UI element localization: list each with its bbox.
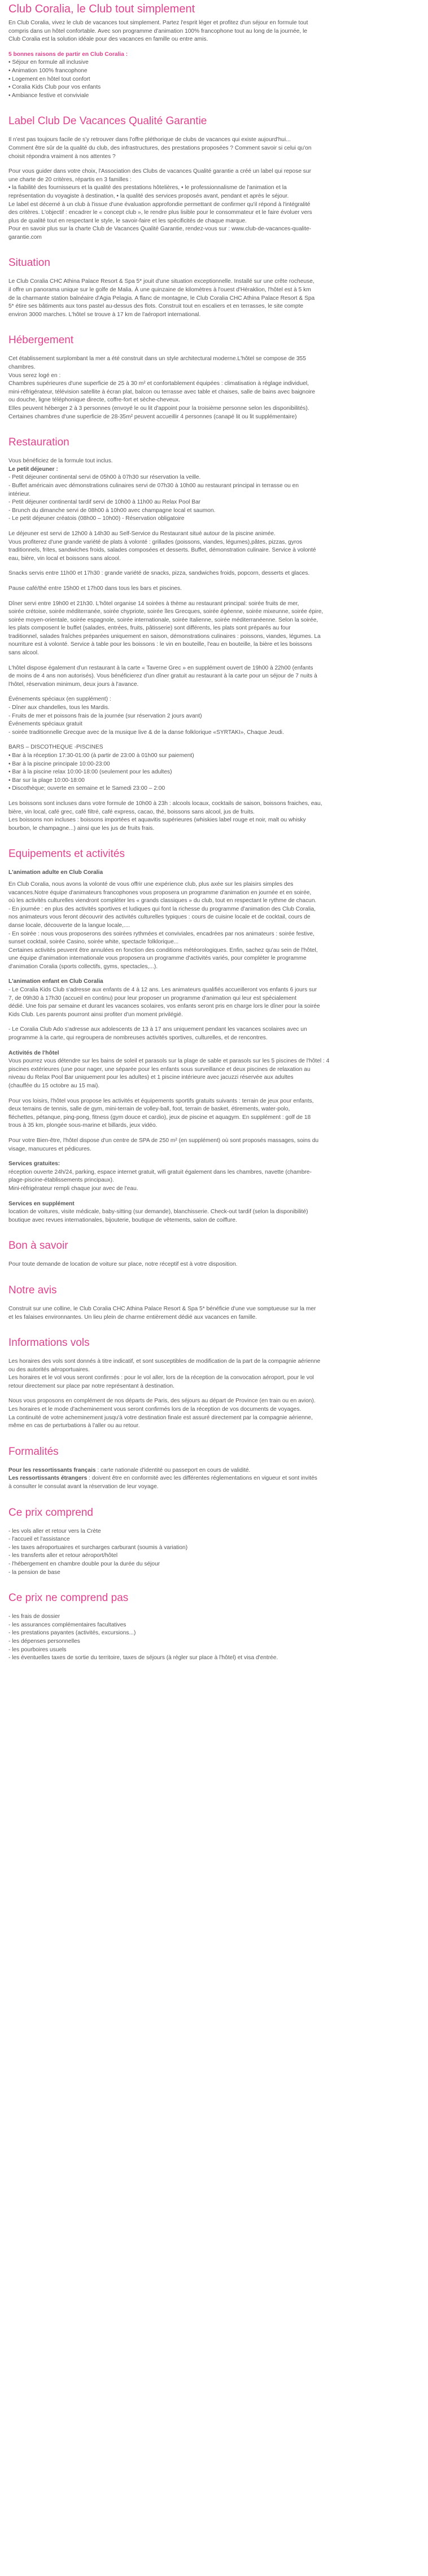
- section-title-informations-vols: Informations vols: [8, 1337, 90, 1349]
- text-line: niveau du Relax Pool Bar uniquement pour les adultes) et 1 piscine intérieure avec jacuzzi réservée aux adultes: [8, 1074, 294, 1081]
- text-line: réception ouverte 24h/24, parking, espace internet gratuit, wifi gratuit également dans les chambres, navette (chambre-: [8, 1169, 312, 1175]
- text-line: choisit répondra vraiment à nos attentes ?: [8, 153, 116, 160]
- text-line: ou des autorités aéroportuaires.: [8, 1366, 90, 1373]
- text-line: Le Club Coralia CHC Athina Palace Resort & Spa 5* jouit d'une situation exceptionnelle. Installé sur une crête rocheuse,: [8, 278, 315, 285]
- text-line: plage-piscine-établissements principaux).: [8, 1177, 114, 1184]
- text-line: Mini-réfrigérateur rempli chaque jour avec de l'eau.: [8, 1185, 138, 1192]
- section-title-formalites: Formalités: [8, 1445, 59, 1458]
- text-line: En Club Coralia, nous avons la volonté de vous offrir une expérience club, plus axée sur les plaisirs simples des: [8, 881, 294, 887]
- text-line: Construit sur une colline, le Club Coralia CHC Athina Palace Resort & Spa 5* bénéficie d'une vue somptueuse sur la mer: [8, 1305, 316, 1312]
- text-line: de moins de 4 ans non autorisés). Vous bénéficierez d'un dîner gratuit au restaurant à la carte pour un séjour de 7 nuits à: [8, 673, 317, 680]
- not-included-list: [8, 1613, 420, 1663]
- spa-paragraph: [8, 1137, 420, 1153]
- restauration-paragraph-8: [8, 744, 420, 793]
- paid-services-paragraph: [8, 1200, 420, 1225]
- text-line: d'animation Coralia (sports collectifs, gyms, spectacles,...).: [8, 963, 158, 970]
- text-line: bourbon, le champagne...) ainsi que les jus de fruits frais.: [8, 825, 155, 832]
- text-line: il offre un panorama unique sur le golfe de Malia. À une quinzaine de kilomètres à l'ouest d'Héraklion, l'hôtel est à 5 km: [8, 287, 311, 294]
- text-line: Événements spéciaux gratuit: [8, 721, 82, 728]
- text-line: et les falaises environnantes. Un lieu plein de charme entièrement dédié aux vacances en famille.: [8, 1314, 257, 1320]
- text-line: nourriture est à volonté. Service à table pour les boissons : le vin en bouteille, l'eau en bouteille, la bière et les boissons: [8, 641, 312, 648]
- text-line: Vous bénéficiez de la formule tout inclus.: [8, 458, 113, 465]
- subheading: L'animation enfant en Club Coralia: [8, 978, 103, 985]
- section-title-equipements: Equipements et activités: [8, 848, 125, 860]
- text-line: Les horaires des vols sont donnés à titre indicatif, et sont susceptibles de modification de la part de la compagnie aérienne: [8, 1358, 321, 1365]
- text-line: même en cas de perturbations à l'aller ou au retour.: [8, 1423, 140, 1429]
- label-paragraph-1: [8, 136, 420, 161]
- list-item: - la pension de base: [8, 1569, 420, 1577]
- list-item: - l'hébergement en chambre double pour la durée du séjour: [8, 1560, 420, 1569]
- list-item: - les frais de dossier: [8, 1613, 420, 1621]
- text-line: Certaines activités peuvent être annulées en fonction des conditions météorologiques. Enfin, sachez qu'au sein de l'hôtel,: [8, 947, 318, 954]
- restauration-paragraph-7: [8, 696, 420, 737]
- subheading: L'animation adulte en Club Coralia: [8, 869, 103, 876]
- text-line: Le petit déjeuner :: [8, 466, 58, 473]
- text-line: garantie.com: [8, 234, 42, 240]
- hotel-activities-paragraph: [8, 1049, 420, 1091]
- text-line: Certaines chambres d'une superficie de 28-35m² peuvent accueillir 4 personnes (canapé lit ou lit supplémentaire): [8, 413, 297, 420]
- avis-paragraph: [8, 1305, 420, 1322]
- section-title-bon-a-savoir: Bon à savoir: [8, 1240, 68, 1252]
- text-line: visage, manucures et pédicures.: [8, 1145, 91, 1152]
- text-line: les plats composent le buffet (salades, entrées, fruits, pâtisserie) sont différents, les plats sont préparés au four: [8, 625, 291, 632]
- restauration-paragraph-9: [8, 800, 420, 833]
- text-line: où les activités culturelles viendront compléter les « grands classiques » du club, tout en respectant le rythme de chacun.: [8, 898, 317, 904]
- text-line: trous à 35 km, plongée sous-marine et billards, jeux vidéo.: [8, 1122, 158, 1129]
- text-line: intérieur.: [8, 491, 31, 497]
- text-line: - Petit déjeuner continental tardif servi de 10h00 à 11h00 au Relax Pool Bar: [8, 499, 201, 506]
- reason-item: • Logement en hôtel tout confort: [8, 76, 90, 82]
- text-line: En Club Coralia, vivez le club de vacances tout simplement. Partez l'esprit léger et profitez d'un séjour en formule tout: [8, 20, 308, 26]
- subheading: Activités de l'hôtel: [8, 1049, 59, 1056]
- restauration-paragraph-2: [8, 530, 420, 563]
- text-line: soirée moyen-orientale, soirée espagnole, soirée internationale, soirée Italienne, soirée méditerranéenne. Selon la soirée,: [8, 616, 318, 623]
- text-line: - Le Coralia Kids Club s'adresse aux enfants de 4 à 12 ans. Les animateurs qualifiés accueilleront vos enfants 6 jours sur: [8, 987, 317, 994]
- section-title-prix-comprend: Ce prix comprend: [8, 1506, 93, 1519]
- reasons-list: [8, 51, 420, 100]
- leisure-paragraph: [8, 1097, 420, 1130]
- text-line: Elles peuvent héberger 2 à 3 personnes (envoyé le ou lit d'appoint pour la troisième personne selon les disponibilités).: [8, 405, 309, 412]
- text-line: Les horaires et le vol vous seront confirmés : pour le vol aller, lors de la réception de la convocation aéroport, pour le vol: [8, 1375, 314, 1381]
- restauration-paragraph-6: [8, 664, 420, 689]
- list-item: - l'accueil et l'assistance: [8, 1536, 420, 1544]
- text-line: - Le Coralia Club Ado s'adresse aux adolescents de 13 à 17 ans uniquement pendant les vacances scolaires avec un: [8, 1026, 307, 1033]
- text-line: Événements spéciaux (en supplément) :: [8, 696, 111, 703]
- text-line: danse locale, découverte de la langue locale,....: [8, 922, 130, 929]
- free-services-paragraph: [8, 1160, 420, 1193]
- reason-item: • Animation 100% francophone: [8, 67, 88, 74]
- text-line: 7, de 09h30 à 17h30 (accueil en continu) pour leur proposer un programme d'animation qui leur est spécialement: [8, 995, 296, 1001]
- text-line: Vous profiterez d'une grande variété de plats à volonté : grillades (poissons, viandes, légumes),pâtes, pizzas, gyros: [8, 539, 303, 545]
- text-line: à consulter le consulat avant la réservation de leur voyage.: [8, 1484, 159, 1490]
- kids-animation-paragraph: [8, 978, 420, 1019]
- text-line: Cet établissement surplombant la mer a été construit dans un style architectural moderne.L'hôtel se compose de 355: [8, 356, 306, 362]
- list-item: - les prestations payantes (activités, excursions...): [8, 1629, 420, 1638]
- text-line: Les horaires et le mode d'acheminement vous seront confirmés lors de la réception de vos documents de voyages.: [8, 1406, 302, 1413]
- reason-item: • Coralia Kids Club pour vos enfants: [8, 84, 101, 91]
- text-line: Chambres supérieures d'une superficie de 25 à 30 m² et confortablement équipées : climatisation à réglage individuel,: [8, 381, 309, 387]
- text-line: piscines extérieures (une pour nager, une séparée pour les enfants sous surveillance et deux piscines de relaxation au: [8, 1066, 311, 1073]
- list-item: - les transferts aller et retour aéroport/hôtel: [8, 1552, 420, 1560]
- list-item: - les vols aller et retour vers la Crète: [8, 1528, 420, 1536]
- text-line: mini-réfrigérateur, télévision satellite à écran plat, balcon ou terrasse avec table et chaises, salle de bains avec baignoire: [8, 388, 316, 395]
- formalites-paragraph: [8, 1467, 420, 1492]
- list-item: - les pourboires usuels: [8, 1646, 420, 1655]
- hebergement-paragraph: [8, 355, 420, 421]
- text-line: sans alcool.: [8, 650, 39, 657]
- text-line: une charte de 20 critères, répartis en 3 familles :: [8, 176, 132, 183]
- text-line: Snacks servis entre 11h00 et 17h30 : grande variété de snacks, pizza, sandwiches froids, popcorn, desserts et glaces.: [8, 570, 310, 577]
- list-item: - les dépenses personnelles: [8, 1638, 420, 1646]
- vols-paragraph-1: [8, 1358, 420, 1390]
- list-item: - les taxes aéroportuaires et surcharges carburant (soumis à variation): [8, 1544, 420, 1552]
- restauration-paragraph-1: [8, 457, 420, 523]
- text-line: - Le petit déjeuner créatois (08h00 – 10h00) - Réservation obligatoire: [8, 515, 185, 522]
- adult-animation-paragraph: [8, 869, 420, 971]
- text-line: de la charmante station balnéaire d'Agia Pelagia. A flanc de montagne, le Club Coralia CHC Athina Palace Resort & Spa: [8, 295, 315, 301]
- inline-label: Pour les ressortissants français: [8, 1467, 96, 1473]
- included-list: [8, 1528, 420, 1577]
- text-line: - Brunch du dimanche servi de 08h00 à 10h00 avec champagne local et saumon.: [8, 507, 216, 514]
- text-line: - Petit déjeuner continental servi de 05h00 à 07h30 sur réservation la veille.: [8, 474, 201, 481]
- text-line: l'hôtel, réservation minimum, deux jours à l'avance.: [8, 681, 139, 688]
- list-item: - les éventuelles taxes de sortie du territoire, taxes de séjours (à régler sur place à l'hôtel) et visa d'entrée.: [8, 1654, 420, 1663]
- section-title-prix-ne-comprend-pas: Ce prix ne comprend pas: [8, 1592, 129, 1604]
- text-line: bière, vin local, café grec, café filtré, café express, cacao, thé, boissons sans alcool, jus de fruits.: [8, 808, 255, 815]
- text-line: Les boissons non incluses : boissons importées et aquavitis supérieures (whiskies label rouge et noir, malt ou whisky: [8, 817, 306, 824]
- situation-paragraph: [8, 278, 420, 319]
- text-line: sunset cocktail, soirée Casino, soirée white, spectacle folklorique...: [8, 939, 179, 946]
- text-line: - En soirée : nous vous proposerons des soirées rythmées et conviviales, encadrées par nos animateurs : soirée festive,: [8, 930, 315, 937]
- section-title-situation: Situation: [8, 257, 50, 269]
- text-line: • Discothèque; ouverte en semaine et le Samedi 23:00 – 2:00: [8, 785, 165, 792]
- inline-label: Les ressortissants étrangers: [8, 1475, 88, 1482]
- text-line: Comment être sûr de la qualité du club, des infrastructures, des prestations proposées ? Comment savoir si celui qu'on: [8, 145, 312, 151]
- text-line: Pour vous guider dans votre choix, l'Association des Clubs de vacances Qualité garantie a créé un label qui repose sur: [8, 168, 311, 175]
- text-line: dédié. Une fois par semaine et durant les vacances scolaires, vos enfants seront pris en charge lors le dîner pour la soirée: [8, 1003, 320, 1010]
- reason-item: • Ambiance festive et conviviale: [8, 92, 89, 99]
- text-line: traditionnels, frites, sandwiches froids, salades composées et desserts. Buffet, démonstration culinaire. Service à volonté: [8, 547, 316, 554]
- text-line: • Bar à la réception 17:30-01:00 (à partir de 23:00 à 01h00 sur paiement): [8, 753, 194, 759]
- text-line: Kids Club. Les parents pourront ainsi profiter d'un moment privilégié.: [8, 1011, 183, 1018]
- subheading: Services en supplément: [8, 1200, 75, 1207]
- text-line: • Bar à la piscine relax 10:00-18:00 (seulement pour les adultes): [8, 769, 172, 776]
- text-line: Pour vos loisirs, l'hôtel vous propose les activités et équipements sportifs gratuits suivants : terrain de jeux pour enfants,: [8, 1097, 314, 1104]
- reasons-heading: 5 bonnes raisons de partir en Club Coralia :: [8, 51, 128, 58]
- text-line: Pour en savoir plus sur la charte Club de Vacances Qualité Garantie, rendez-vous sur : www.club-de-vacances-qualite-: [8, 226, 312, 233]
- section-title-notre-avis: Notre avis: [8, 1284, 57, 1296]
- section-title-label: Label Club De Vacances Qualité Garantie: [8, 115, 207, 128]
- text-line: une équipe d'animation internationale vous proposera un programme d'activités variés, pour compléter le programme: [8, 955, 307, 962]
- text-line: plus de qualité tout en respectant le style, le savoir-faire et les spécificités de chaque marque.: [8, 217, 247, 224]
- text-line: Pour votre Bien-être, l'hôtel dispose d'un centre de SPA de 250 m² (en supplément) où sont proposés massages, soins du: [8, 1137, 319, 1144]
- inline-text: : carte nationale d'identité ou passeport en cours de validité.: [95, 1467, 251, 1473]
- text-line: - En journée : en plus des activités sportives et ludiques qui font la richesse du programme d'animation des Club Coralia,: [8, 906, 316, 912]
- text-line: BARS – DISCOTHEQUE -PISCINES: [8, 744, 103, 751]
- section-title-restauration: Restauration: [8, 436, 69, 449]
- text-line: [8, 1467, 420, 1475]
- text-line: La continuité de votre acheminement jusqu'à votre destination finale est assuré directement par la compagnie aérienne,: [8, 1414, 313, 1421]
- text-line: vacances.Notre équipe d'animateurs francophones vous proposera un programme d'animation en journée et en soirée,: [8, 889, 312, 896]
- list-item: - les assurances complémentaires facultatives: [8, 1621, 420, 1630]
- text-line: Le label est décerné à un club à l'issue d'une évaluation approfondie permettant de confirmer qu'il répond à l'intégralité: [8, 201, 311, 208]
- text-line: (chauffée du 15 octobre au 15 mai).: [8, 1083, 100, 1089]
- text-line: Les boissons sont incluses dans votre formule de 10h00 à 23h : alcools locaux, cocktails de saison, boissons fraiches, eau,: [8, 800, 322, 807]
- text-line: L'hôtel dispose également d'un restaurant à la carte « Taverne Grec » en supplément ouvert de 19h00 à 22h00 (enfants: [8, 664, 313, 671]
- restauration-paragraph-3: [8, 570, 420, 578]
- ado-paragraph: [8, 1026, 420, 1042]
- text-line: Nous vous proposons en complément de nos départs de Paris, des séjours au départ de Province (en train ou en avion).: [8, 1398, 316, 1405]
- restauration-paragraph-5: [8, 600, 420, 658]
- text-line: nos animateurs vous feront découvrir des activités culturelles typiques : cours de cuisine locale et de cocktail, cours de: [8, 914, 311, 921]
- label-paragraph-2: [8, 168, 420, 242]
- text-line: des critères. L'objectif : encadrer le « concept club », le rendre plus lisible pour le consommateur et le faire évoluer vers: [8, 209, 312, 216]
- text-line: environ 3000 marches. L'hôtel se trouve à 17 km de l'aéroport international.: [8, 311, 201, 318]
- text-line: location de voitures, visite médicale, baby-sitting (sur demande), blanchisserie. Check-out tardif (selon la disponibilité): [8, 1209, 308, 1215]
- text-line: - soirée traditionnelle Grecque avec de la musique live & de la danse folklorique «SYRTAKI», Chaque Jeudi.: [8, 729, 284, 736]
- text-line: Le déjeuner est servi de 12h00 à 14h30 au Self-Service du Restaurant situé autour de la piscine animée.: [8, 530, 276, 537]
- bon-a-savoir-paragraph: [8, 1261, 420, 1269]
- text-line: Vous pourrez vous détendre sur les bains de soleil et parasols sur la plage de sable et parasols sur les 5 piscines de l'hôtel : 4: [8, 1058, 330, 1065]
- text-line: boutique avec revues internationales, bijouterie, boutique de vêtements, salon de coiffure.: [8, 1217, 237, 1223]
- text-line: • Bar à la piscine principale 10:00-23:00: [8, 760, 110, 767]
- intro-paragraph: [8, 19, 420, 44]
- text-line: chambres.: [8, 364, 36, 371]
- text-line: 5* étire ses bâtiments aux tons pastel au-dessus des flots. Construit tout en escaliers et en terrasses, le site compte: [8, 303, 304, 310]
- text-line: soirée crétoise, soirée méditerranée, soirée chypriote, soirée îles Grecques, soirée égéenne, soirée mixeunne, soirée épire,: [8, 609, 324, 615]
- text-line: - Fruits de mer et poissons frais de la journée (sur réservation 2 jours avant): [8, 712, 202, 719]
- section-title-hebergement: Hébergement: [8, 334, 74, 347]
- text-line: retour directement sur place par notre représentant à destination.: [8, 1383, 174, 1389]
- text-line: [8, 1475, 420, 1483]
- text-line: fléchettes, pétanque, ping-pong, fitness (gym douce et cardio), jeux de piscine et aquagym. En supplément : golf de 18: [8, 1114, 311, 1121]
- inline-text: : doivent être en conformité avec les différentes réglementations en vigueur et sont invités: [87, 1475, 317, 1482]
- text-line: compris dans un hôtel confortable. Avec son programme d'animation 100% francophone tout au long de la journée, le: [8, 28, 308, 34]
- restauration-paragraph-4: [8, 585, 420, 593]
- text-line: Il n'est pas toujours facile de s'y retrouver dans l'offre pléthorique de clubs de vacances qui existe aujourd'hui...: [8, 137, 291, 143]
- text-line: eau, bière, vin local et boissons sans alcool.: [8, 555, 121, 562]
- text-line: programme à la carte, qui regroupera de nombreuses activités sportives, culturelles, et de rencontres.: [8, 1035, 268, 1042]
- vols-paragraph-2: [8, 1397, 420, 1430]
- text-line: deux terrains de tennis, salle de gym, mini-terrain de volley-ball, foot, terrain de basket, étirements, water-polo,: [8, 1106, 290, 1113]
- text-line: Club Coralia est la solution idéale pour des vacances en famille ou entre amis.: [8, 36, 208, 43]
- text-line: • la fiabilité des fournisseurs et la qualité des prestations hôtelières, • le professionnalisme de l'animation et la: [8, 185, 287, 191]
- reason-item: • Séjour en formule all inclusive: [8, 59, 89, 66]
- page-title: Club Coralia, le Club tout simplement: [8, 3, 195, 15]
- text-line: Dîner servi entre 19h00 et 21h30. L'hôtel organise 14 soirées à thème au restaurant principal: soirée fruits de mer,: [8, 600, 299, 607]
- text-line: représentation du voyagiste à destination, • la qualité des services proposés avant, pendant et après le séjour.: [8, 193, 289, 199]
- text-line: Pause café/thé entre 15h00 et 17h00 dans tous les bars et piscines.: [8, 585, 182, 592]
- text-line: - Dîner aux chandelles, tous les Mardis.: [8, 705, 110, 711]
- text-line: Pour toute demande de location de voiture sur place, notre réceptif est à votre disposition.: [8, 1261, 238, 1268]
- text-line: ou douche, ligne téléphonique directe, coffre-fort et sèche-cheveux.: [8, 397, 180, 404]
- subheading: Services gratuites:: [8, 1161, 60, 1167]
- text-line: Vous serez logé en :: [8, 372, 61, 379]
- text-line: • Bar sur la plage 10:00-18:00: [8, 777, 85, 784]
- text-line: - Buffet américain avec démonstrations culinaires servi de 07h30 à 10h00 au restaurant principal in terrasse ou en: [8, 482, 299, 489]
- text-line: traditionnel, salades fraîches préparées uniquement en saison, démonstrations culinaires : poissons, viandes, légumes. La: [8, 633, 321, 640]
